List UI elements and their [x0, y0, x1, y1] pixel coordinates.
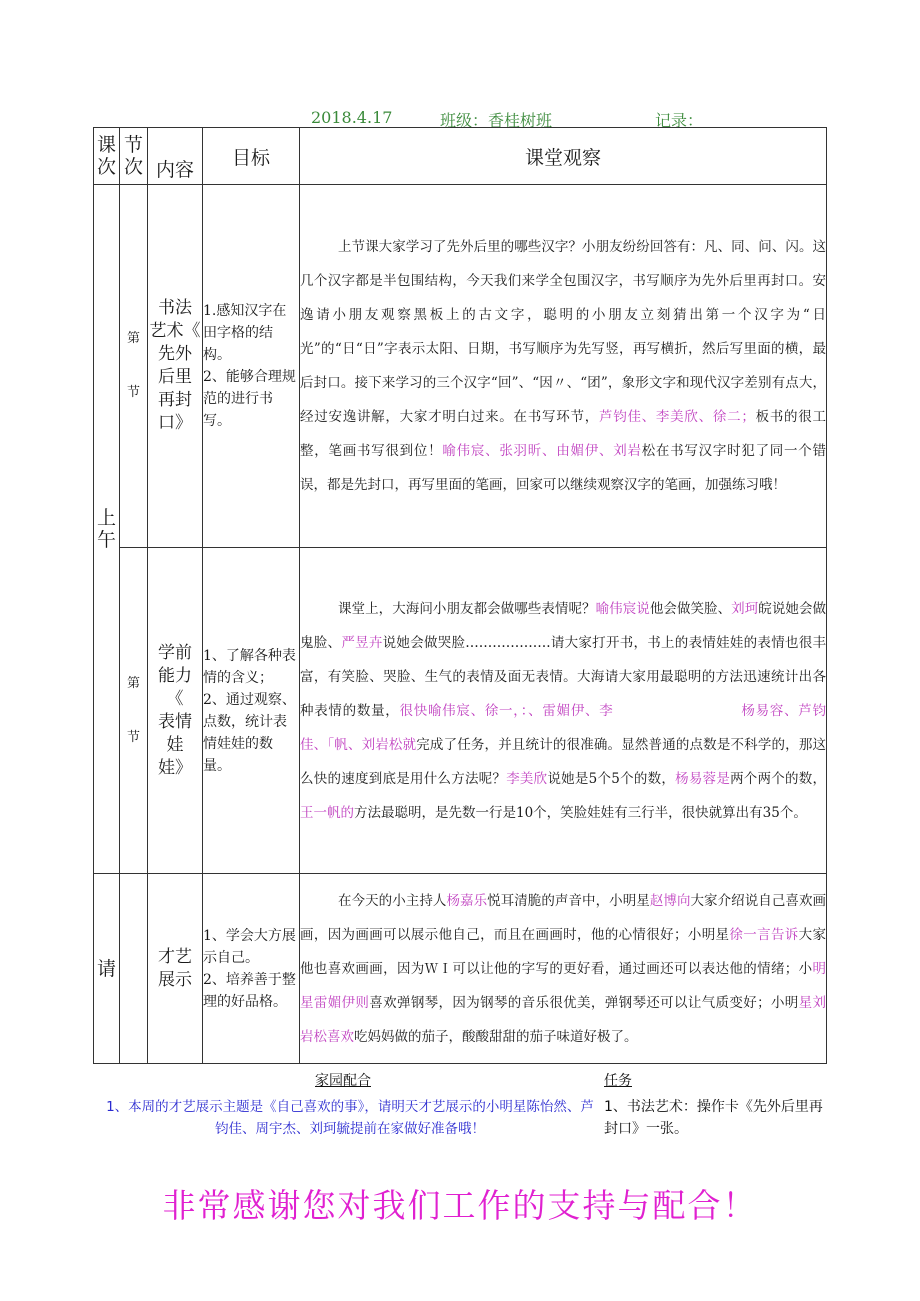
observation-segment: 说她会做哭脸……………….请大家打开书，书上的表情娃娃的表情也很丰富，有笑脸、哭脸、生气的表情及面无表情。大海请大家用最聪明的方法迅速统计出各种表情的数量，	[300, 634, 827, 719]
morning-label: 上 午	[94, 185, 120, 874]
col-header-lesson: 课 次	[94, 128, 120, 185]
highlighted-name: 喻伟宸、张羽昕、由媚伊、刘岩	[442, 443, 642, 459]
observation-text	[300, 230, 826, 502]
observation-segment: 他会做笑脸、	[649, 600, 732, 617]
highlighted-name: 赵博向	[649, 892, 691, 909]
table-header-row	[94, 128, 827, 185]
highlighted-name: 明星雷媚伊则	[300, 960, 826, 1011]
highlighted-name: 徐一言告诉	[729, 926, 799, 943]
row-section: 第 节	[120, 185, 148, 548]
home-cooperation-text: 1、本周的才艺展示主题是《自己喜欢的事》，请明天才艺展示的小明星陈怡然、芦钧佳、周宇杰、刘珂毓提前在家做好准备哦！	[106, 1099, 594, 1137]
highlighted-name: 刘珂	[731, 600, 759, 617]
row-section: 第 节	[120, 548, 148, 874]
goal-item: 1.感知汉字在田字格的结构。	[203, 303, 287, 363]
highlighted-name: 严昱卉	[341, 634, 383, 651]
goal-item: 2、能够合理规范的进行书写。	[203, 369, 296, 429]
highlighted-name: 李美欣	[506, 770, 548, 787]
highlighted-name: 芦钧佳、李美欣、徐二；	[598, 409, 755, 425]
observation-segment: 喜欢弹钢琴，因为钢琴的音乐很优美，弹钢琴还可以让气质变好；小明	[369, 994, 799, 1011]
observation-segment: 两个两个的数，	[730, 770, 827, 787]
observation-segment: 说她是5个5个的数，	[547, 770, 676, 787]
table-row	[94, 185, 827, 548]
row-observation	[300, 874, 827, 1064]
goal-item: 1、了解各种表情的含义；	[203, 647, 296, 686]
date: 2018.4.17	[311, 108, 393, 127]
observation-segment: 大家他也喜欢画画，因为ＷＩ可以让他的字写的更好看，通过画还可以表达他的情绪；小	[300, 926, 827, 977]
highlighted-name: 王一帆的	[300, 804, 354, 821]
col-header-content: 内容	[148, 128, 203, 185]
observation-segment: 在今天的小主持人	[338, 892, 447, 909]
row-goals	[203, 548, 300, 874]
home-cooperation-title: 家园配合	[315, 1073, 371, 1089]
record-label: 记录：	[655, 111, 704, 130]
observation-text	[300, 884, 826, 1054]
row-observation	[300, 185, 827, 548]
task-title: 任务	[604, 1073, 632, 1089]
observation-segment: 完成了任务，并且统计的很准确。显然普通的点数是不科学的，那这么快的速度到底是用什么方法呢？	[300, 736, 827, 787]
col-header-goal: 目标	[203, 128, 300, 185]
row-goals	[203, 874, 300, 1064]
goal-item: 2、通过观察、点数，统计表情娃娃的数量。	[203, 691, 296, 774]
col-header-section: 节 次	[120, 128, 148, 185]
table-row	[94, 548, 827, 874]
row-section	[120, 874, 148, 1064]
observation-segment: 方法最聪明，是先数一行是10个，笑脸娃娃有三行半，很快就算出有35个。	[354, 804, 807, 821]
row-content: 书法 艺术《 先外 后里 再封 口》	[148, 185, 203, 548]
observation-segment: 板书的很工整，笔画书写很到位！	[300, 409, 827, 459]
observation-text	[300, 592, 826, 830]
highlighted-name: 星刘岩松喜欢	[300, 994, 827, 1045]
table-row	[94, 874, 827, 1064]
highlighted-name: 杨易蓉是	[675, 770, 731, 787]
row-content: 才艺 展示	[148, 874, 203, 1064]
observation-segment: 悦耳清脆的声音中，小明星	[487, 892, 650, 909]
observation-segment: 大家介绍说自己喜欢画画，因为画画可以展示他自己，而且在画画时，他的心情很好；小明星	[300, 892, 827, 943]
afternoon-label: 请	[94, 874, 120, 1064]
observation-segment: 上节课大家学习了先外后里的哪些汉字？小朋友纷纷回答有：凡、同、问、闪。这几个汉字都是半包围结构，今天我们来学全包围汉字，书写顺序为先外后里再封口。安逸请小朋友观察黑板上的古文字，聪明的小朋友立刻猜出第一个汉字为“日光”的“日“日”字表示太阳、日期，书写顺序为先写竖，再写横折，然后写里面的横，最后封口。接下来学习的三个汉字“回”、“因〃、“团”，象形文字和现代汉字差别有点大，经过安逸讲解，大家才明白过来。在书写环节，	[300, 239, 826, 425]
class-label: 班级：香桂树班	[440, 111, 553, 130]
task-text: 1、书法艺术：操作卡《先外后里再封口》一张。	[604, 1099, 823, 1137]
highlighted-name: 杨嘉乐	[446, 892, 488, 909]
row-observation	[300, 548, 827, 874]
schedule-table	[93, 127, 827, 1064]
goal-item: 1、学会大方展示自己。	[203, 927, 296, 966]
highlighted-name: 很快喻伟宸、徐一，：、雷媚伊、李 杨易容、芦钧佳、「帆、刘岩松就	[300, 702, 827, 753]
highlighted-name: 喻伟宸说	[595, 600, 650, 617]
observation-segment: 吃妈妈做的茄子，酸酸甜甜的茄子味道好极了。	[354, 1028, 638, 1045]
col-header-observation: 课堂观察	[300, 128, 827, 185]
goal-item: 2、培养善于整理的好品格。	[203, 971, 296, 1010]
row-content: 学前 能力 《 表情 娃 娃》	[148, 548, 203, 874]
thanks-message: 非常感谢您对我们工作的支持与配合！	[162, 1186, 758, 1225]
row-goals	[203, 185, 300, 548]
observation-segment: 皖说她会做鬼脸、	[300, 600, 827, 651]
observation-segment: 松在书写汉字时犯了同一个错误，都是先封口，再写里面的笔画，回家可以继续观察汉字的笔画，加强练习哦！	[300, 443, 827, 493]
observation-segment: 课堂上，大海问小朋友都会做哪些表情呢？	[338, 600, 596, 617]
